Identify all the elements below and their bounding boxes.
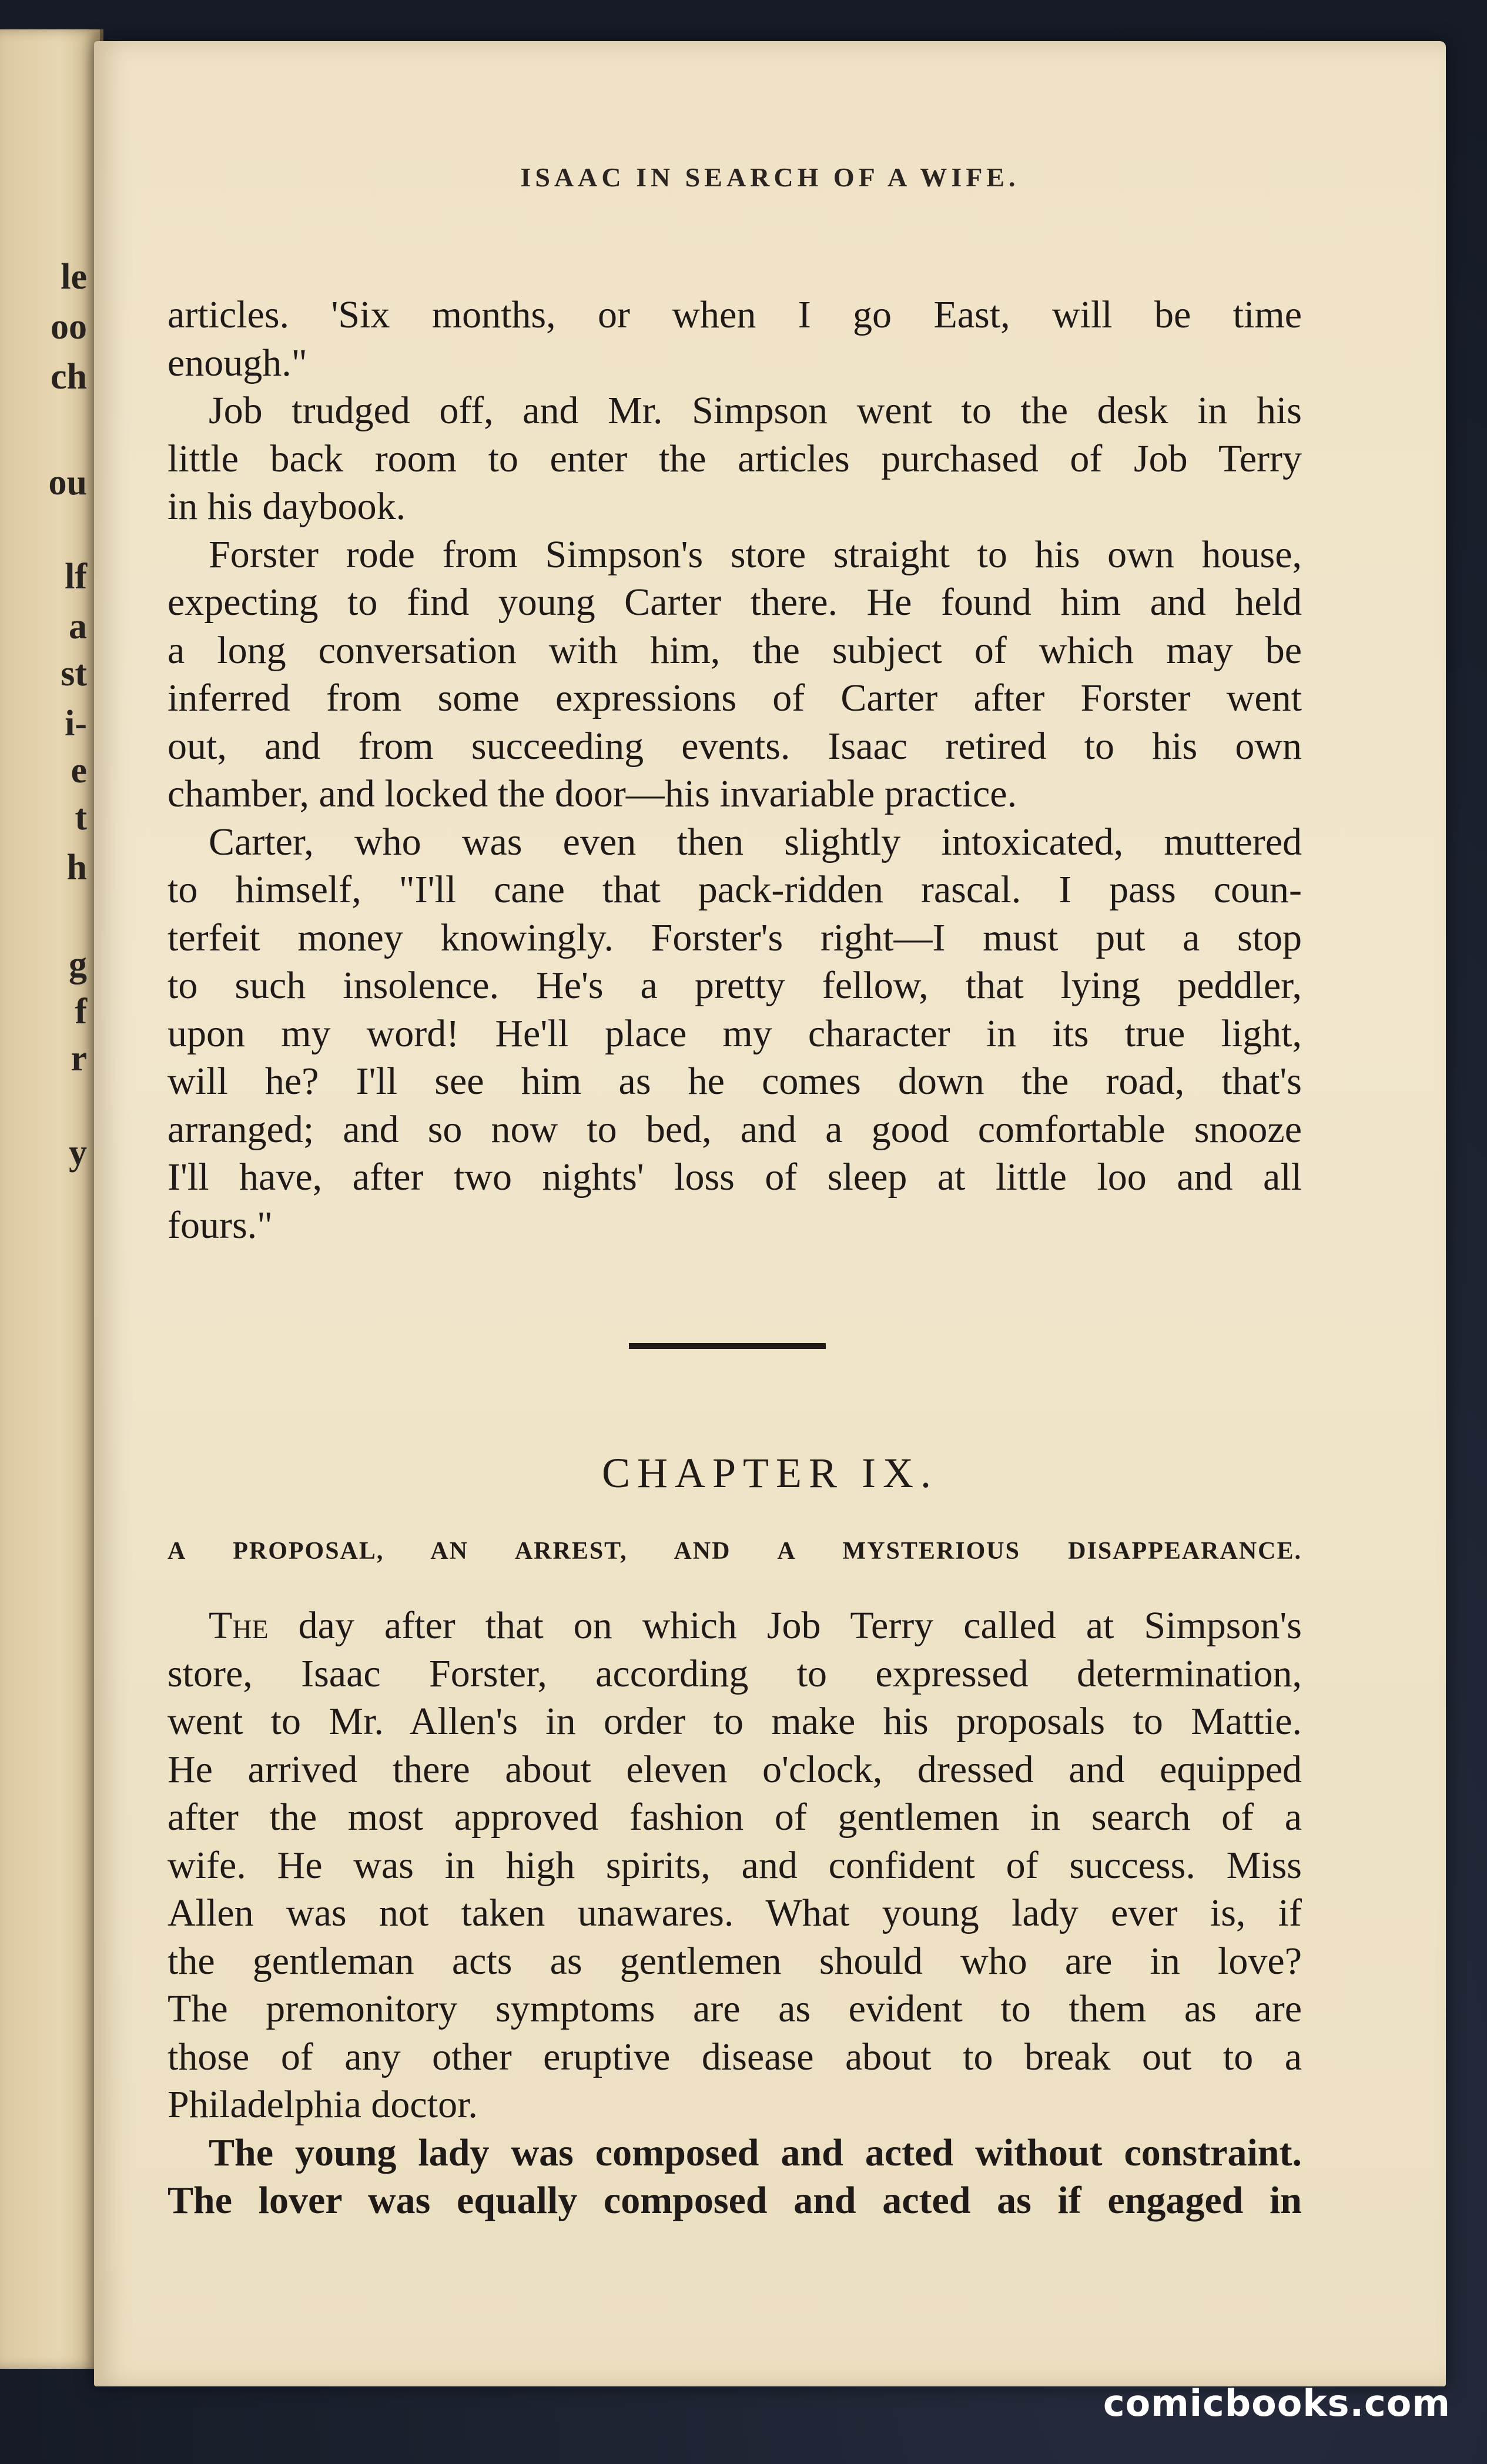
left-page-fragment: y: [69, 1133, 87, 1173]
left-page-fragment: e: [71, 751, 87, 791]
text-line: Job trudged off, and Mr. Simpson went to the desk in his: [209, 389, 1302, 432]
left-page-fragment: g: [69, 945, 87, 985]
text-line: went to Mr. Allen's in order to make his proposals to Mattie.: [168, 1700, 1302, 1743]
chapter-subtitle: A PROPOSAL, AN ARREST, AND A MYSTERIOUS DISAPPEARANCE.: [168, 1538, 1302, 1565]
text-line: enough.": [168, 341, 307, 384]
text-line: Carter, who was even then slightly intoxicated, muttered: [209, 820, 1302, 863]
left-page-fragment: f: [75, 992, 87, 1032]
text-line: those of any other eruptive disease about to break out to a: [168, 2035, 1302, 2078]
text-line: in his daybook.: [168, 485, 406, 528]
text-line: arranged; and so now to bed, and a good comfortable snooze: [168, 1107, 1302, 1151]
running-head: ISAAC IN SEARCH OF A WIFE.: [520, 162, 1020, 192]
left-page-fragment: le: [61, 257, 87, 297]
chapter-title: CHAPTER IX.: [601, 1449, 938, 1497]
left-facing-page: [0, 29, 103, 2369]
section-text: [168, 291, 1302, 1249]
text-line: will he? I'll see him as he comes down the road, that's: [168, 1060, 1302, 1103]
text-line: Forster rode from Simpson's store straight to his own house,: [209, 533, 1302, 576]
text-line: The premonitory symptoms are as evident to them as are: [168, 1987, 1302, 2030]
left-page-fragment: h: [66, 848, 87, 888]
text-line: little back room to enter the articles purchased of Job Terry: [168, 437, 1302, 480]
text-line: articles. 'Six months, or when I go East, will be time: [168, 293, 1302, 336]
text-line: upon my word! He'll place my character in its true light,: [168, 1012, 1302, 1055]
text-line: wife. He was in high spirits, and confident of success. Miss: [168, 1843, 1302, 1887]
drop-word: The: [209, 1604, 269, 1647]
text-line: [168, 1602, 1302, 1650]
text-line: terfeit money knowingly. Forster's right—I must put a stop: [168, 916, 1302, 959]
bold-paragraph: [168, 2129, 1302, 2225]
left-page-fragment: st: [61, 654, 87, 694]
text-line: the gentleman acts as gentlemen should who are in love?: [168, 1939, 1302, 1983]
left-page-fragment: t: [75, 798, 87, 838]
text-line: to such insolence. He's a pretty fellow, that lying peddler,: [168, 964, 1302, 1007]
text-line: after the most approved fashion of gentlemen in search of a: [168, 1796, 1302, 1839]
chapter-text: [168, 1602, 1302, 2225]
watermark: comicbooks.com: [1103, 2382, 1451, 2425]
text-line: store, Isaac Forster, according to expressed determination,: [168, 1652, 1302, 1695]
left-page-fragment: lf: [65, 557, 87, 597]
left-page-fragment: i-: [65, 704, 87, 744]
text-line: The young lady was composed and acted without constraint.: [209, 2131, 1302, 2174]
text-line: inferred from some expressions of Carter after Forster went: [168, 677, 1302, 719]
text-line: expecting to find young Carter there. He found him and held: [168, 581, 1302, 624]
text-line: Philadelphia doctor.: [168, 2083, 478, 2126]
left-page-fragment: oo: [51, 307, 87, 347]
text-span: day after that on which Job Terry called at Simpson's: [268, 1604, 1302, 1647]
text-line: to himself, "I'll cane that pack-ridden rascal. I pass coun-: [168, 868, 1302, 911]
text-line: He arrived there about eleven o'clock, dressed and equipped: [168, 1747, 1302, 1791]
left-page-fragment: a: [69, 607, 87, 647]
left-page-fragment: r: [71, 1039, 87, 1079]
section-divider-rule: [629, 1343, 826, 1349]
text-line: fours.": [168, 1203, 273, 1247]
text-line: chamber, and locked the door—his invariable practice.: [168, 772, 1017, 815]
text-line: a long conversation with him, the subject of which may be: [168, 628, 1302, 672]
left-page-fragment: ou: [48, 463, 87, 503]
text-line: The lover was equally composed and acted as if engaged in: [168, 2179, 1302, 2222]
book-page: [94, 41, 1446, 2386]
text-line: Allen was not taken unawares. What young lady ever is, if: [168, 1891, 1302, 1934]
left-page-fragment: ch: [51, 357, 87, 397]
text-line: out, and from succeeding events. Isaac retired to his own: [168, 724, 1302, 768]
text-line: I'll have, after two nights' loss of sleep at little loo and all: [168, 1156, 1302, 1198]
